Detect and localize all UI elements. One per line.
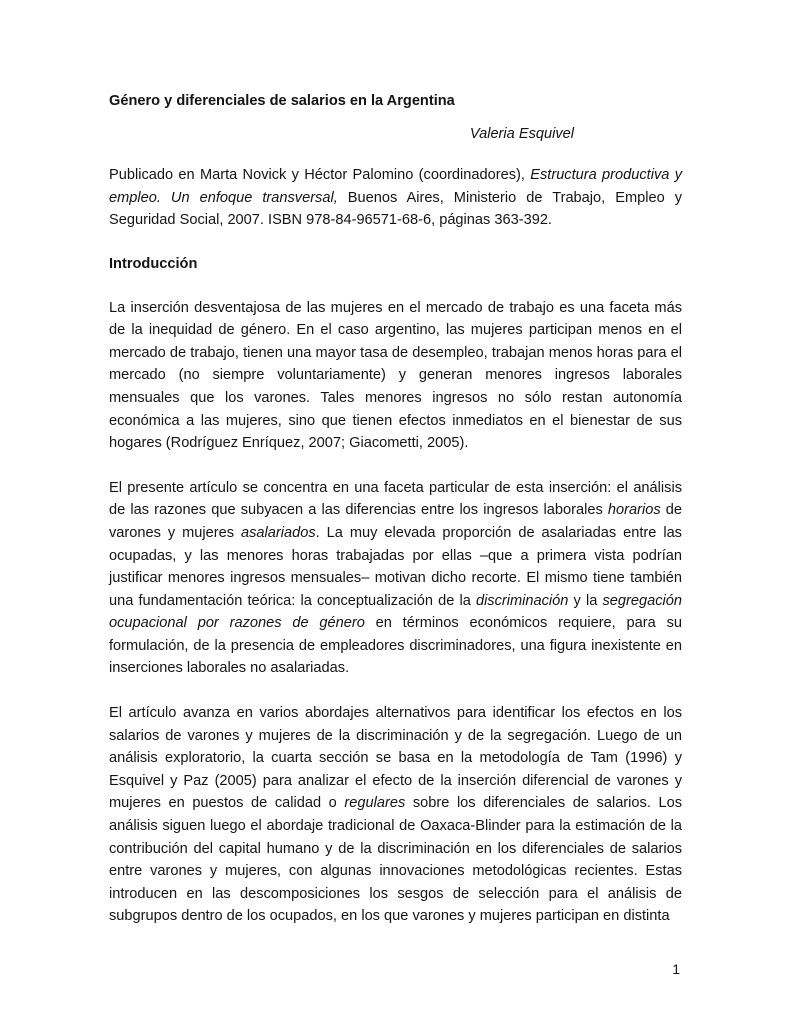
page-content — [109, 90, 682, 928]
text-run: El presente artículo se concentra en una faceta particular de esta inserción: el análisis de las razones que subyacen a las diferencias entre los ingresos laborales — [109, 479, 682, 519]
italic-text-run: asalariados — [240, 524, 316, 541]
text-run: y la — [568, 592, 603, 609]
document-title: Género y diferenciales de salarios en la Argentina — [109, 93, 455, 109]
text-run: . La muy elevada proporción de asalariadas entre las ocupadas, y las menores horas trabajadas por ellas –que a primera vista podrían justificar menores ingresos mensuales– motivan dicho recorte. El mismo tiene también una fundamentación teórica: la conceptualización de la — [109, 524, 682, 609]
text-run: de varones y mujeres — [109, 502, 682, 541]
italic-text-run: regulares — [344, 795, 406, 812]
text-run: La inserción desventajosa de las mujeres en el mercado de trabajo es una faceta más de la inequidad de género. En el caso argentino, las mujeres participan menos en el mercado de trabajo, tienen una mayor tasa de desempleo, trabajan menos horas para el mercado (no siempre voluntariamente) y generan menores ingresos laborales mensuales que los varones. Tales menores ingresos no sólo restan autonomía económica a las mujeres, sino que tienen efectos inmediatos en el bienestar de sus hogares (Rodríguez Enríquez, 2007; Giacometti, 2005). — [109, 299, 682, 452]
italic-text-run: segregación ocupacional por razones de género — [109, 592, 682, 632]
italic-text-run: horarios — [607, 502, 661, 519]
italic-text-run: Estructura productiva y empleo. Un enfoque transversal, — [109, 167, 682, 206]
author-name: Valeria Esquivel — [469, 125, 574, 142]
paragraph — [109, 702, 682, 928]
text-run: sobre los diferenciales de salarios. Los análisis siguen luego el abordaje tradicional de Oaxaca-Blinder para la estimación de la contribución del capital humano y de la discriminación en los diferenciales de salarios entre varones y mujeres, con algunas innovaciones metodológicas recientes. Estas introducen en las descomposiciones los sesgos de selección para el análisis de subgrupos dentro de los ocupados, en los que varones y mujeres participan en distinta — [109, 795, 682, 925]
text-run: Buenos Aires, Ministerio de Trabajo, Empleo y Seguridad Social, 2007. ISBN 978-84-96571-68-6, páginas 363-392. — [109, 189, 682, 229]
publication-note — [109, 164, 682, 232]
italic-text-run: discriminación — [475, 592, 569, 609]
text-run: El artículo avanza en varios abordajes alternativos para identificar los efectos en los salarios de varones y mujeres de la discriminación y de la segregación. Luego de un análisis exploratorio, la cuarta sección se basa en la metodología de Tam (1996) y Esquivel y Paz (2005) para analizar el efecto de la inserción diferencial de varones y mujeres en puestos de calidad o — [109, 705, 682, 812]
text-run: Publicado en Marta Novick y Héctor Palomino (coordinadores), — [109, 167, 531, 184]
text-run: en términos económicos requiere, para su formulación, de la presencia de empleadores discriminadores, una figura inexistente en inserciones laborales no asalariadas. — [109, 615, 682, 677]
paragraph — [109, 477, 682, 680]
paragraph — [109, 297, 682, 455]
page-number: 1 — [672, 961, 680, 977]
section-heading: Introducción — [109, 255, 198, 272]
